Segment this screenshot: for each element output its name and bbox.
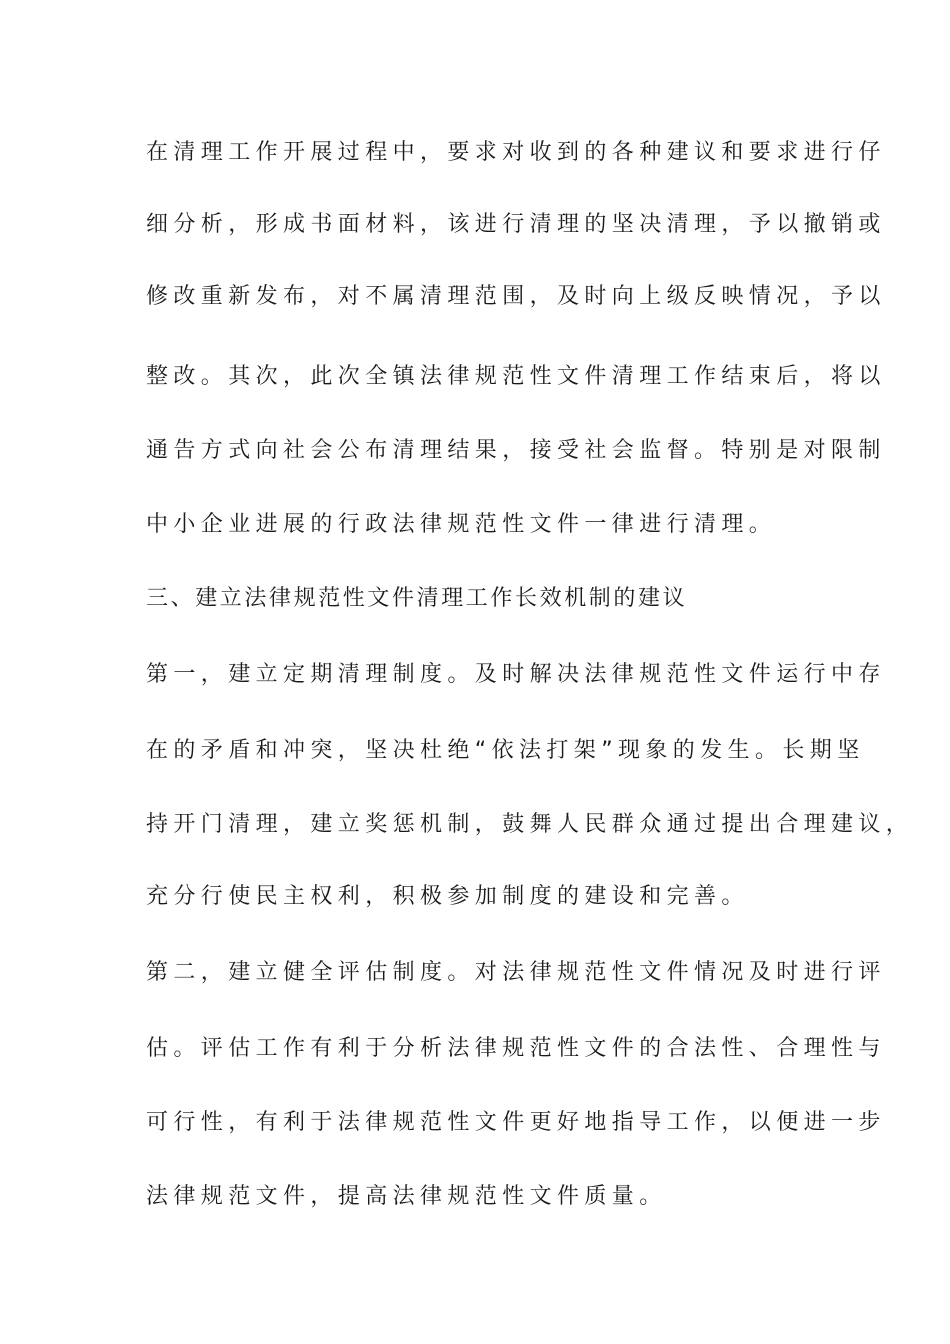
paragraph-line: 充分行使民主权利，积极参加制度的建设和完善。 [146, 884, 749, 909]
paragraph-line: 在的矛盾和冲突，坚决杜绝“依法打架”现象的发生。长期坚 [146, 738, 865, 763]
paragraph-line: 持开门清理，建立奖惩机制，鼓舞人民群众通过提出合理建议， [146, 812, 914, 837]
paragraph-line: 细分析，形成书面材料，该进行清理的坚决清理，予以撤销或 [146, 212, 886, 237]
paragraph-line: 可行性，有利于法律规范性文件更好地指导工作，以便进一步 [146, 1110, 886, 1135]
paragraph-line: 第二，建立健全评估制度。对法律规范性文件情况及时进行评 [146, 960, 886, 985]
paragraph-line: 法律规范文件，提高法律规范性文件质量。 [146, 1184, 667, 1209]
paragraph-line: 估。评估工作有利于分析法律规范性文件的合法性、合理性与 [146, 1036, 886, 1061]
paragraph-line: 修改重新发布，对不属清理范围，及时向上级反映情况，予以 [146, 284, 886, 309]
paragraph-line: 第一，建立定期清理制度。及时解决法律规范性文件运行中存 [146, 662, 886, 687]
section-heading: 三、建立法律规范性文件清理工作长效机制的建议 [146, 586, 688, 611]
paragraph-line: 中小企业进展的行政法律规范性文件一律进行清理。 [146, 512, 777, 537]
paragraph-line: 通告方式向社会公布清理结果，接受社会监督。特别是对限制 [146, 438, 886, 463]
paragraph-line: 在清理工作开展过程中，要求对收到的各种建议和要求进行仔 [146, 140, 886, 165]
paragraph-line: 整改。其次，此次全镇法律规范性文件清理工作结束后，将以 [146, 364, 886, 389]
